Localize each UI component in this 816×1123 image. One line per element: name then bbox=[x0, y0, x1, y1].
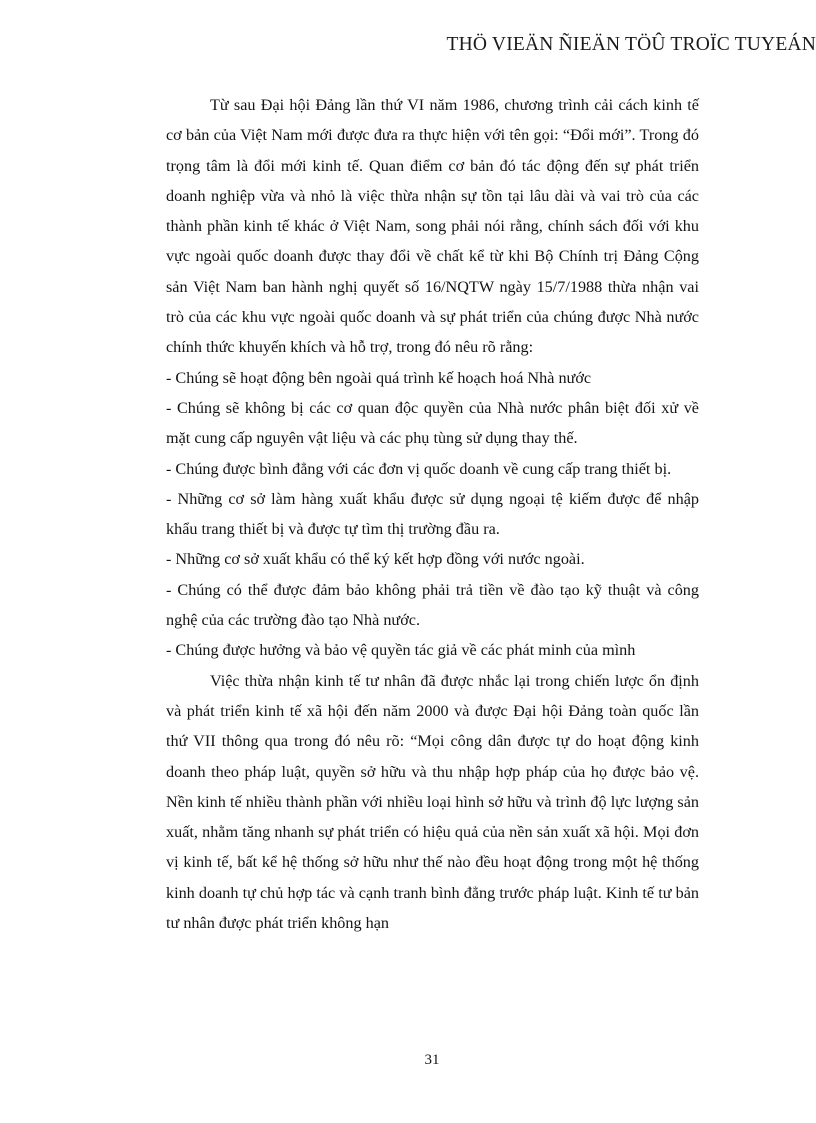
list-item: - Chúng được hưởng và bảo vệ quyền tác giả về các phát minh của mình bbox=[166, 641, 636, 660]
document-body bbox=[166, 90, 699, 938]
page-header-title: THÖ VIEÄN ÑIEÄN TÖÛ TROÏC TUYEÁN bbox=[446, 34, 816, 55]
page-number: 31 bbox=[424, 1052, 440, 1068]
list-item: - Chúng có thể được đảm bảo không phải trả tiền về đào tạo kỹ thuật và công nghệ của các trường đào tạo Nhà nước. bbox=[166, 580, 699, 630]
list-item: - Chúng sẽ hoạt động bên ngoài quá trình kế hoạch hoá Nhà nước bbox=[166, 368, 592, 387]
list-item: - Những cơ sở xuất khẩu có thể ký kết hợp đồng với nước ngoài. bbox=[166, 550, 585, 569]
paragraph-private-economy: Việc thừa nhận kinh tế tư nhân đã được nhắc lại trong chiến lược ổn định và phát triển kinh tế xã hội đến năm 2000 và được Đại hội Đảng toàn quốc lần thứ VII thông qua trong đó nêu rõ: “Mọi công dân được tự do hoạt động kinh doanh theo pháp luật, quyền sở hữu và thu nhập hợp pháp của họ được bảo vệ. Nền kinh tế nhiều thành phần với nhiều loại hình sở hữu và trình độ lực lượng sản xuất, nhằm tăng nhanh sự phát triển có hiệu quả của nền sản xuất xã hội. Mọi đơn vị kinh tế, bất kể hệ thống sở hữu như thế nào đều hoạt động trong một hệ thống kinh doanh tự chủ hợp tác và cạnh tranh bình đẳng trước pháp luật. Kinh tế tư bản tư nhân được phát triển không hạn bbox=[166, 671, 699, 933]
list-item: - Chúng sẽ không bị các cơ quan độc quyền của Nhà nước phân biệt đối xử về mặt cung cấp nguyên vật liệu và các phụ tùng sử dụng thay thế. bbox=[166, 398, 699, 448]
paragraph-intro: Từ sau Đại hội Đảng lần thứ VI năm 1986, chương trình cải cách kinh tế cơ bản của Việt Nam mới được đưa ra thực hiện với tên gọi: “Đổi mới”. Trong đó trọng tâm là đổi mới kinh tế. Quan điểm cơ bản đó tác động đến sự phát triển doanh nghiệp vừa và nhỏ là việc thừa nhận sự tồn tại lâu dài và vai trò của các thành phần kinh tế khác ở Việt Nam, song phải nói rằng, chính sách đối với khu vực ngoài quốc doanh được thay đổi về chất kể từ khi Bộ Chính trị Đảng Cộng sản Việt Nam ban hành nghị quyết số 16/NQTW ngày 15/7/1988 thừa nhận vai trò của các khu vực ngoài quốc doanh và sự phát triển của chúng được Nhà nước chính thức khuyến khích và hỗ trợ, trong đó nêu rõ rằng: bbox=[166, 96, 699, 357]
list-item: - Những cơ sở làm hàng xuất khẩu được sử dụng ngoại tệ kiếm được để nhập khẩu trang thiết bị và được tự tìm thị trường đầu ra. bbox=[166, 489, 699, 539]
list-item: - Chúng được bình đẳng với các đơn vị quốc doanh về cung cấp trang thiết bị. bbox=[166, 459, 672, 478]
